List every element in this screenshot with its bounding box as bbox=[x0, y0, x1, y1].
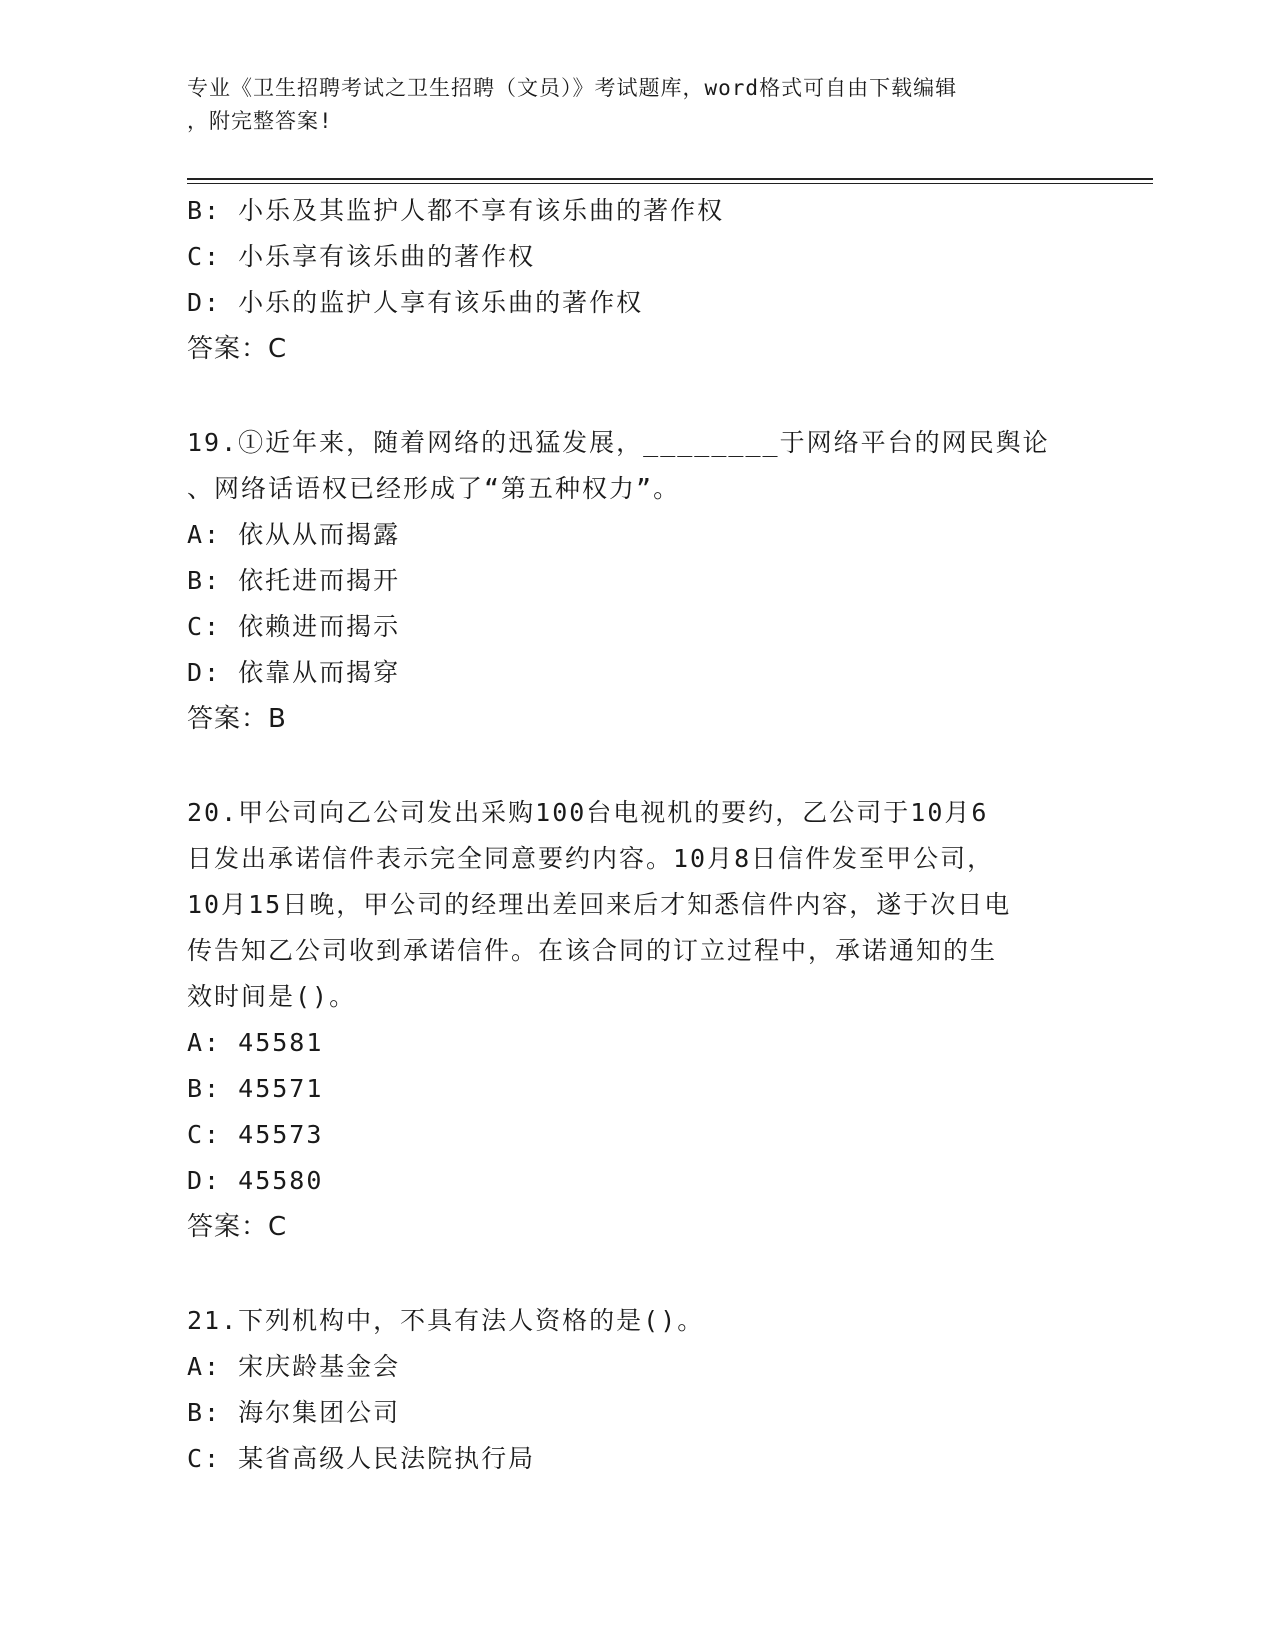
q18-option-b: B: 小乐及其监护人都不享有该乐曲的著作权 bbox=[187, 196, 725, 225]
q20-stem-line-3: 10月15日晚，甲公司的经理出差回来后才知悉信件内容，遂于次日电 bbox=[187, 890, 1012, 919]
header-divider-thin bbox=[187, 183, 1153, 184]
q20-option-c: C: 45573 bbox=[187, 1120, 324, 1149]
header-title-line-1: 专业《卫生招聘考试之卫生招聘（文员）》考试题库，word格式可自由下载编辑 bbox=[187, 76, 958, 100]
q19-option-b: B: 依托进而揭开 bbox=[187, 566, 401, 595]
question-list bbox=[187, 188, 1087, 1482]
q20-option-d: D: 45580 bbox=[187, 1166, 324, 1195]
q18-option-d: D: 小乐的监护人享有该乐曲的著作权 bbox=[187, 288, 644, 317]
q21-stem-line-1: 21.下列机构中，不具有法人资格的是()。 bbox=[187, 1306, 705, 1335]
q19-answer: 答案：B bbox=[187, 704, 287, 734]
q18-option-c: C: 小乐享有该乐曲的著作权 bbox=[187, 242, 536, 271]
question-18-partial bbox=[187, 188, 1087, 372]
q21-option-a: A: 宋庆龄基金会 bbox=[187, 1352, 401, 1381]
header-title-line-2: ，附完整答案! bbox=[187, 109, 333, 133]
q19-stem-line-2: 、网络话语权已经形成了“第五种权力”。 bbox=[187, 474, 681, 503]
q20-option-b: B: 45571 bbox=[187, 1074, 324, 1103]
q19-option-a: A: 依从从而揭露 bbox=[187, 520, 401, 549]
spacer bbox=[187, 372, 1087, 420]
q20-stem-line-5: 效时间是()。 bbox=[187, 982, 357, 1011]
spacer bbox=[187, 742, 1087, 790]
q20-answer: 答案：C bbox=[187, 1212, 288, 1242]
q19-option-c: C: 依赖进而揭示 bbox=[187, 612, 401, 641]
question-19 bbox=[187, 420, 1087, 742]
document-header bbox=[187, 72, 1067, 138]
q20-stem-line-1: 20.甲公司向乙公司发出采购100台电视机的要约，乙公司于10月6 bbox=[187, 798, 989, 827]
spacer bbox=[187, 1250, 1087, 1298]
q20-stem-line-4: 传告知乙公司收到承诺信件。在该合同的订立过程中，承诺通知的生 bbox=[187, 936, 998, 965]
q20-option-a: A: 45581 bbox=[187, 1028, 324, 1057]
q19-option-d: D: 依靠从而揭穿 bbox=[187, 658, 401, 687]
question-21-partial bbox=[187, 1298, 1087, 1482]
q21-option-b: B: 海尔集团公司 bbox=[187, 1398, 401, 1427]
header-divider-thick bbox=[187, 178, 1153, 180]
q18-answer: 答案：C bbox=[187, 334, 288, 364]
q20-stem-line-2: 日发出承诺信件表示完全同意要约内容。10月8日信件发至甲公司， bbox=[187, 844, 995, 873]
q21-option-c: C: 某省高级人民法院执行局 bbox=[187, 1444, 536, 1473]
q19-stem-line-1: 19.①近年来，随着网络的迅猛发展，________于网络平台的网民舆论 bbox=[187, 428, 1050, 457]
question-20 bbox=[187, 790, 1087, 1250]
